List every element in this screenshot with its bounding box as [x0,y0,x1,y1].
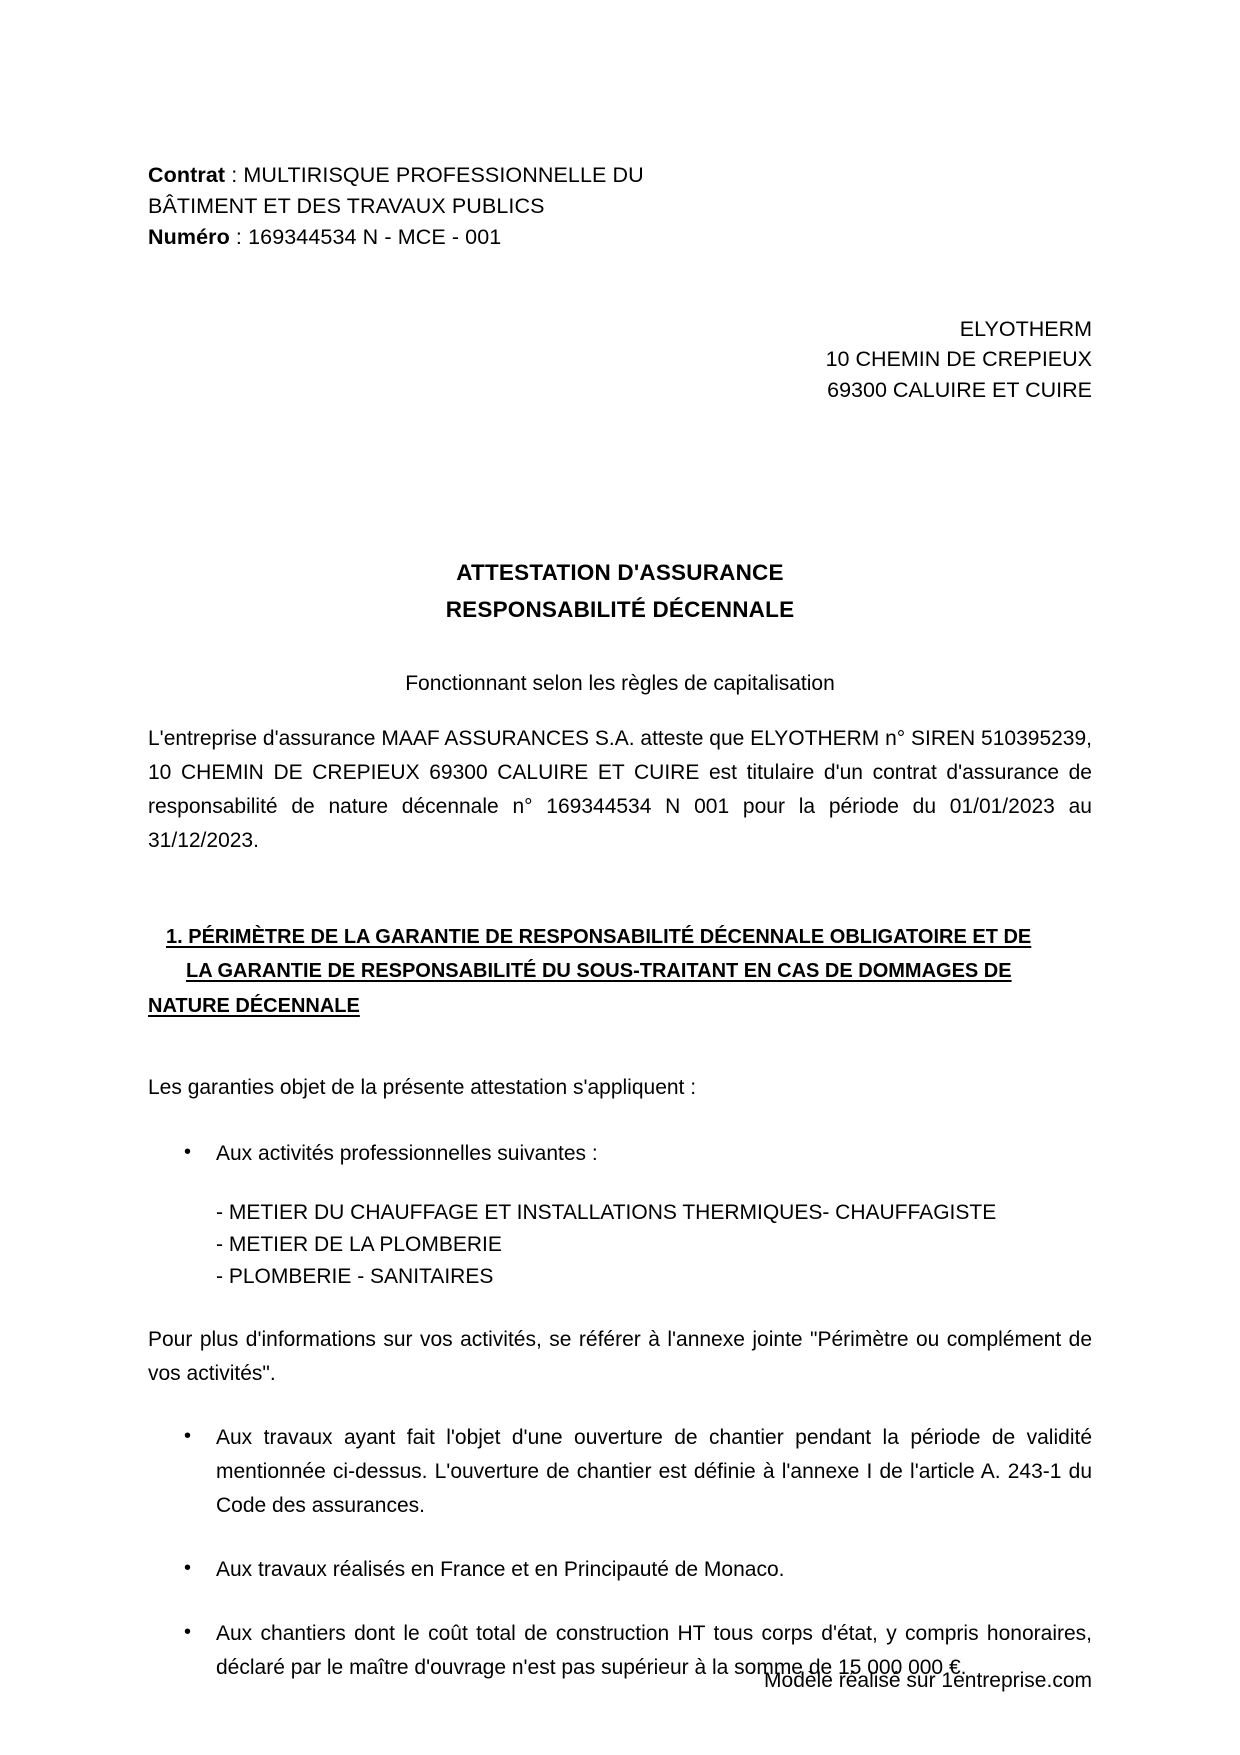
number-label: Numéro [148,225,230,250]
section-1-heading-line2: LA GARANTIE DE RESPONSABILITÉ DU SOUS-TRAITANT EN CAS DE DOMMAGES DE [186,960,1012,983]
guarantees-lead-text: Les garanties objet de la présente attestation s'appliquent : [148,1076,697,1100]
contract-separator: : [225,163,244,187]
number-line [148,222,1092,253]
number-value: 169344534 N - MCE - 001 [248,225,502,250]
contract-header [148,160,1092,254]
contract-label: Contrat [148,163,226,187]
section-1-heading [148,920,1092,1023]
recipient-city: 69300 CALUIRE ET CUIRE [827,377,1092,402]
recipient-address [148,314,1092,406]
section-1-heading-line1: 1. PÉRIMÈTRE DE LA GARANTIE DE RESPONSABILITÉ DÉCENNALE OBLIGATOIRE ET DE [166,926,1032,948]
title-line-2: RESPONSABILITÉ DÉCENNALE [445,596,795,622]
list-item: • Aux activités professionnelles suivantes : [148,1137,1092,1171]
activities-info-note: Pour plus d'informations sur vos activités, se référer à l'annexe jointe "Périmètre ou complément de vos activités". [148,1327,1092,1385]
activities-sub-list [148,1197,1092,1293]
activities-bullet-list [148,1137,1092,1171]
contract-value-line2: BÂTIMENT ET DES TRAVAUX PUBLICS [148,194,545,219]
recipient-street: 10 CHEMIN DE CREPIEUX [825,347,1092,372]
title-line-1: ATTESTATION D'ASSURANCE [456,560,784,586]
document-title [148,555,1092,628]
number-separator: : [229,225,249,250]
document-subtitle: Fonctionnant selon les règles de capitalisation [405,671,835,695]
recipient-name: ELYOTHERM [959,316,1092,341]
list-item: • Aux chantiers dont le coût total de construction HT tous corps d'état, y compris honoraires, déclaré par le maître d'ouvrage n'est pas supérieur à la somme de 15 000 000 €. [148,1617,1092,1685]
list-item: • Aux travaux ayant fait l'objet d'une ouverture de chantier pendant la période de validité mentionnée ci-dessus. L'ouverture de chantier est définie à l'annexe I de l'article A. 243-1 du Code des assurances. [148,1421,1092,1523]
list-item: • Aux travaux réalisés en France et en Principauté de Monaco. [148,1553,1092,1587]
contract-line [148,160,1092,191]
section-1-heading-line3: NATURE DÉCENNALE [148,994,360,1017]
contract-value-line1: MULTIRISQUE PROFESSIONNELLE DU [243,163,644,187]
attestation-paragraph: L'entreprise d'assurance MAAF ASSURANCES S.A. atteste que ELYOTHERM n° SIREN 510395239, 10 CHEMIN DE CREPIEUX 69300 CALUIRE ET CUIRE est titulaire d'un contrat d'assurance de responsabilité de nature décennale n° 169344534 N 001 pour la période du 01/01/2023 au 31/12/2023. [148,726,1092,852]
conditions-bullet-list [148,1421,1092,1685]
activity-item: - PLOMBERIE - SANITAIRES [216,1264,494,1288]
activity-item: - METIER DU CHAUFFAGE ET INSTALLATIONS THERMIQUES- CHAUFFAGISTE [216,1200,997,1224]
activity-item: - METIER DE LA PLOMBERIE [216,1232,502,1256]
page-footer: Modèle réalisé sur 1entreprise.com [764,1669,1092,1692]
